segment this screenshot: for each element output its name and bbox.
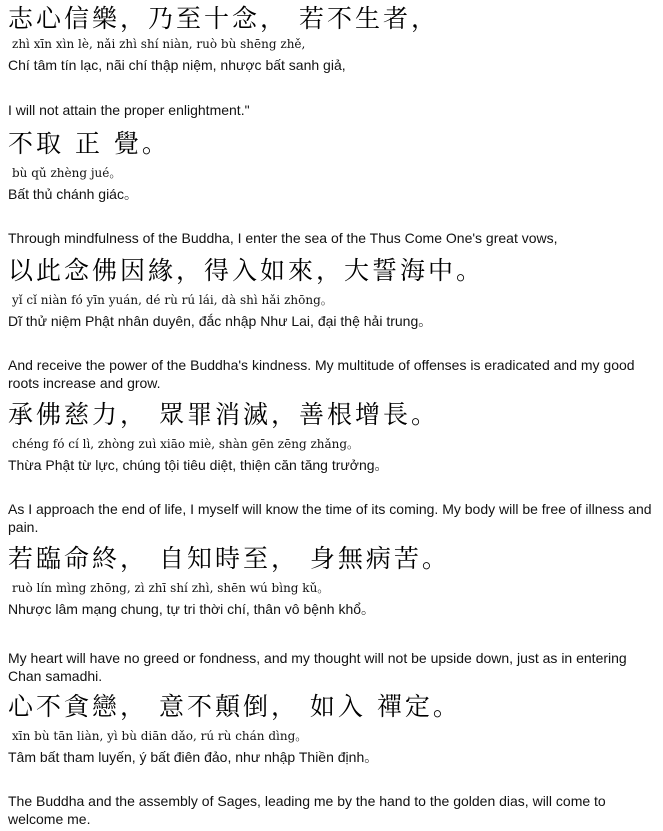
pinyin-line: zhì xīn xìn lè, nǎi zhì shí niàn, ruò bù shēng zhě,	[12, 37, 306, 51]
english-line-1	[8, 101, 660, 119]
english-text: I will not attain the proper enlightment."	[8, 102, 250, 118]
chinese-line: 志心信樂，乃至十念， 若不生者，	[8, 4, 439, 33]
vietnamese-line: Dĩ thử niệm Phật nhân duyên, đắc nhập Như Lai, đại thệ hải trung。	[8, 313, 433, 329]
pinyin-line: chéng fó cí lì, zhòng zuì xiāo miè, shàn gēn zēng zhǎng。	[12, 437, 360, 451]
chinese-line: 心不貪戀， 意不顛倒， 如入 禪定。	[8, 692, 461, 721]
verse-3	[8, 256, 660, 330]
chinese-line: 若臨命終， 自知時至， 身無病苦。	[8, 544, 450, 573]
pinyin-line: bù qǔ zhèng jué。	[12, 166, 122, 180]
english-line-5	[8, 649, 660, 685]
english-text: As I approach the end of life, I myself will know the time of its coming. My body will be free of illness and pain.	[8, 501, 652, 535]
english-line-6	[8, 792, 660, 828]
verse-4	[8, 400, 660, 474]
pinyin-line: yǐ cǐ niàn fó yīn yuán, dé rù rú lái, dà shì hǎi zhōng。	[12, 293, 333, 307]
vietnamese-line: Tâm bất tham luyến, ý bất điên đảo, như nhập Thiền định。	[8, 749, 379, 765]
verse-6	[8, 692, 660, 766]
english-line-4	[8, 500, 660, 536]
verse-1	[8, 4, 660, 74]
chinese-line: 不取 正 覺。	[8, 129, 170, 158]
chinese-line: 以此念佛因緣，得入如來，大誓海中。	[8, 256, 485, 285]
vietnamese-line: Thừa Phật từ lực, chúng tội tiêu diệt, thiện căn tăng trưởng。	[8, 457, 389, 473]
verse-5	[8, 544, 660, 618]
vietnamese-line: Bất thủ chánh giác。	[8, 186, 138, 202]
english-line-2	[8, 229, 660, 247]
pinyin-line: xīn bù tān liàn, yì bù diān dǎo, rú rù chán dìng。	[12, 729, 308, 743]
vietnamese-line: Nhược lâm mạng chung, tự tri thời chí, thân vô bệnh khổ。	[8, 601, 376, 617]
pinyin-line: ruò lín mìng zhōng, zì zhī shí zhì, shēn wú bìng kǔ。	[12, 581, 330, 595]
english-text: The Buddha and the assembly of Sages, leading me by the hand to the golden dias, will come to welcome me.	[8, 793, 606, 827]
english-text: My heart will have no greed or fondness, and my thought will not be upside down, just as in entering Chan samadhi.	[8, 650, 627, 684]
chinese-line: 承佛慈力， 眾罪消滅，善根增長。	[8, 400, 439, 429]
english-text: And receive the power of the Buddha's kindness. My multitude of offenses is eradicated and my good roots increase and grow.	[8, 357, 635, 391]
verse-2	[8, 129, 660, 203]
english-text: Through mindfulness of the Buddha, I enter the sea of the Thus Come One's great vows,	[8, 230, 558, 246]
vietnamese-line: Chí tâm tín lạc, nãi chí thập niệm, nhược bất sanh giả,	[8, 57, 346, 73]
english-line-3	[8, 356, 660, 392]
